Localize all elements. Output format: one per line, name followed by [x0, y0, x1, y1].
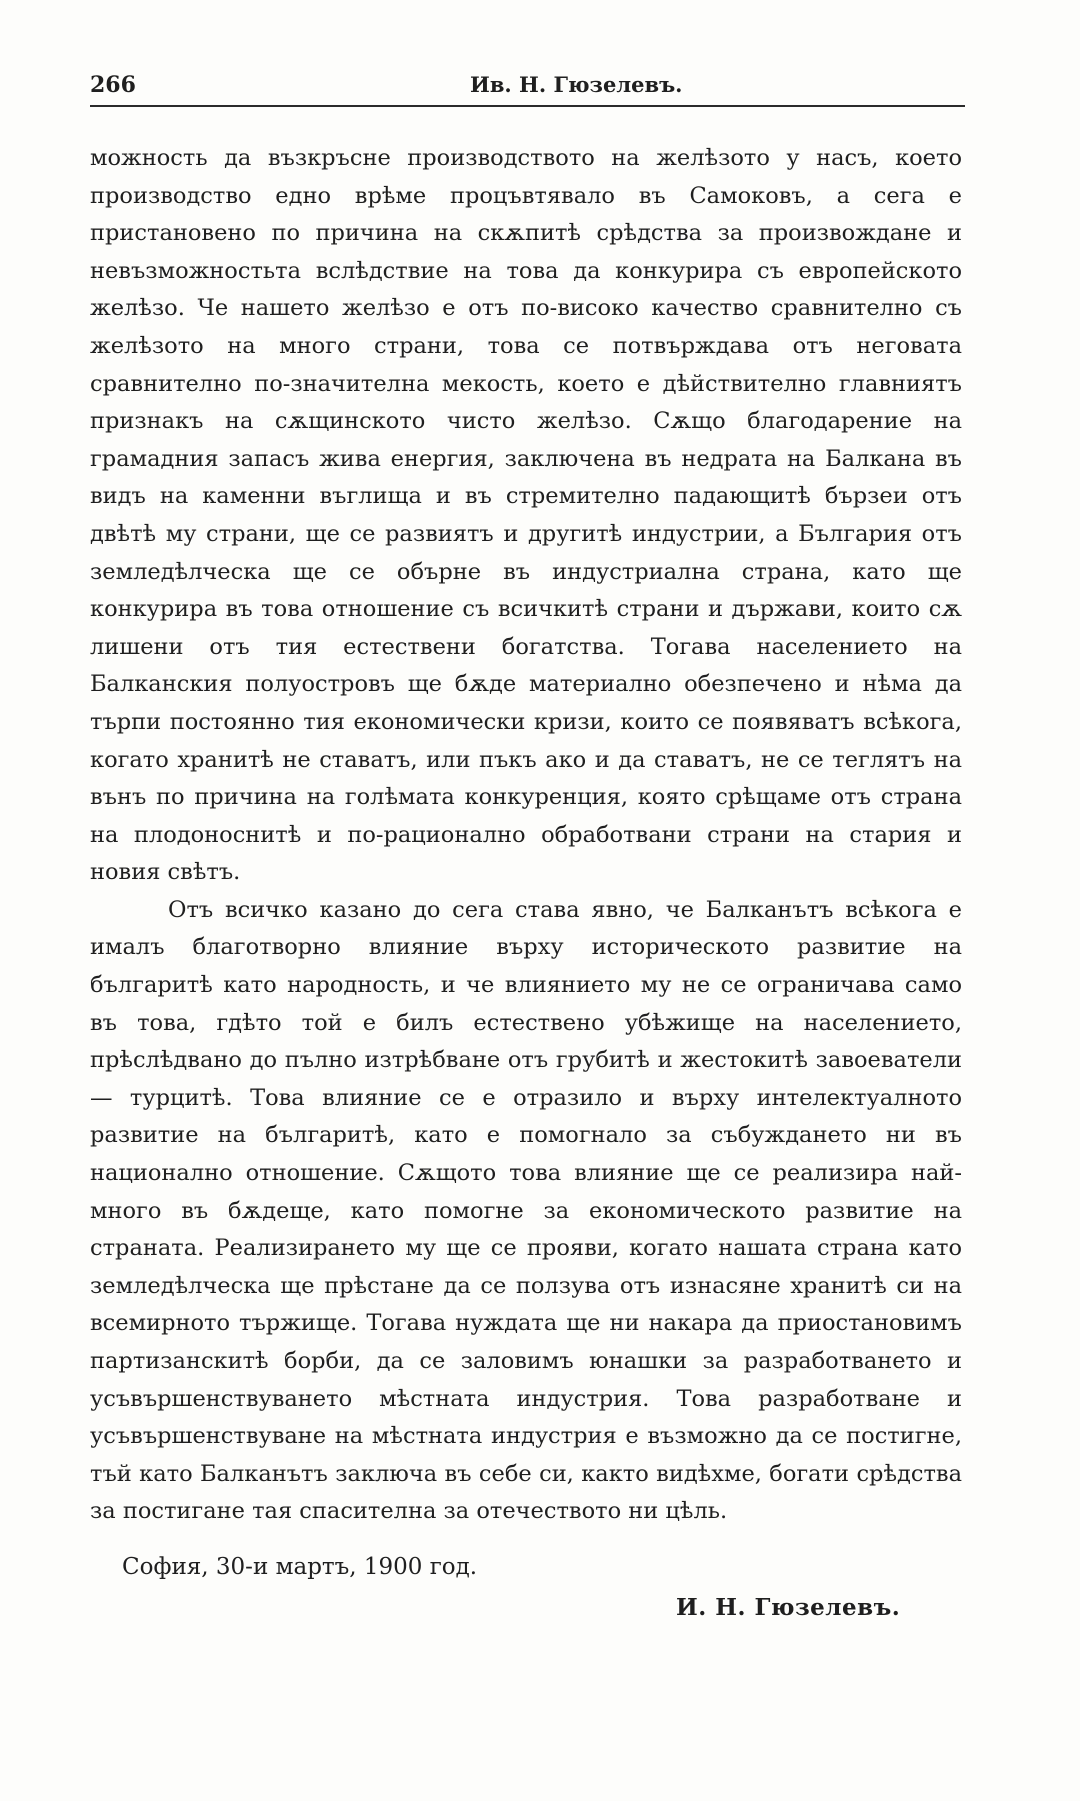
page-number: 266 [90, 72, 136, 98]
author-signature: И. Н. Гюзелевъ. [676, 1594, 901, 1621]
article-body [90, 140, 962, 1531]
dateline: София, 30-и мартъ, 1900 год. [122, 1554, 478, 1580]
running-head: Ив. Н. Гюзелевъ. [470, 72, 683, 97]
paragraph-2: Отъ всичко казано до сега става явно, че Балканътъ всѣкога е ималъ благотворно влияние върху историческото развитие на българитѣ като народность, и че влиянието му не се ограничава само въ това, гдѣто той е билъ естествено убѣжище на населението, прѣслѣдвано до пълно изтрѣбване отъ грубитѣ и жестокитѣ завоеватели — турцитѣ. Това влияние се е отразило и върху интелектуалното развитие на българитѣ, като е помогнало за събуждането ни въ национално отношение. Сѫщото това влияние ще се реализира най-много въ бѫдеще, като помогне за економическото развитие на страната. Реализирането му ще се прояви, когато нашата страна като земледѣлческа ще прѣстане да се ползува отъ изнасяне хранитѣ си на всемирното тържище. Тогава нуждата ще ни накара да приостановимъ партизанскитѣ борби, да се заловимъ юнашки за разработването и усъвършенствуването мѣстната индустрия. Това разработване и усъвършенствуване на мѣстната индустрия е възможно да се постигне, тъй като Балканътъ заключа въ себе си, както видѣхме, богати срѣдства за постигане тая спасителна за отечеството ни цѣль. [90, 896, 962, 1525]
paragraph-1: можность да възкръсне производството на желѣзото у насъ, което производство едно врѣме процъвтявало въ Самоковъ, а сега е пристановено по причина на скѫпитѣ срѣдства за произвождане и невъзможностьта вслѣдствие на това да конкурира съ европейското желѣзо. Че нашето желѣзо е отъ по-високо качество сравнително съ желѣзото на много страни, това се потвърждава отъ неговата сравнително по-значителна мекость, което е дѣйствително главниятъ признакъ на сѫщинското чисто желѣзо. Сѫщо благодарение на грамадния запасъ жива енергия, заключена въ недрата на Балкана въ видъ на каменни въглища и въ стремително падающитѣ бързеи отъ двѣтѣ му страни, ще се развиятъ и другитѣ индустрии, а България отъ земледѣлческа ще се обърне въ индустриална страна, като ще конкурира въ това отношение съ всичкитѣ страни и държави, които сѫ лишени отъ тия естествени богатства. Тогава населението на Балканския полуостровъ ще бѫде материално обезпечено и нѣма да търпи постоянно тия економически кризи, които се появяватъ всѣкога, когато хранитѣ не ставатъ, или пъкъ ако и да ставатъ, не се теглятъ на вънъ по причина на голѣмата конкуренция, която срѣщаме отъ страна на плодоноснитѣ и по-рационално обработвани страни на стария и новия свѣтъ. [90, 145, 962, 886]
header-rule [90, 105, 965, 107]
page-header [90, 60, 965, 108]
